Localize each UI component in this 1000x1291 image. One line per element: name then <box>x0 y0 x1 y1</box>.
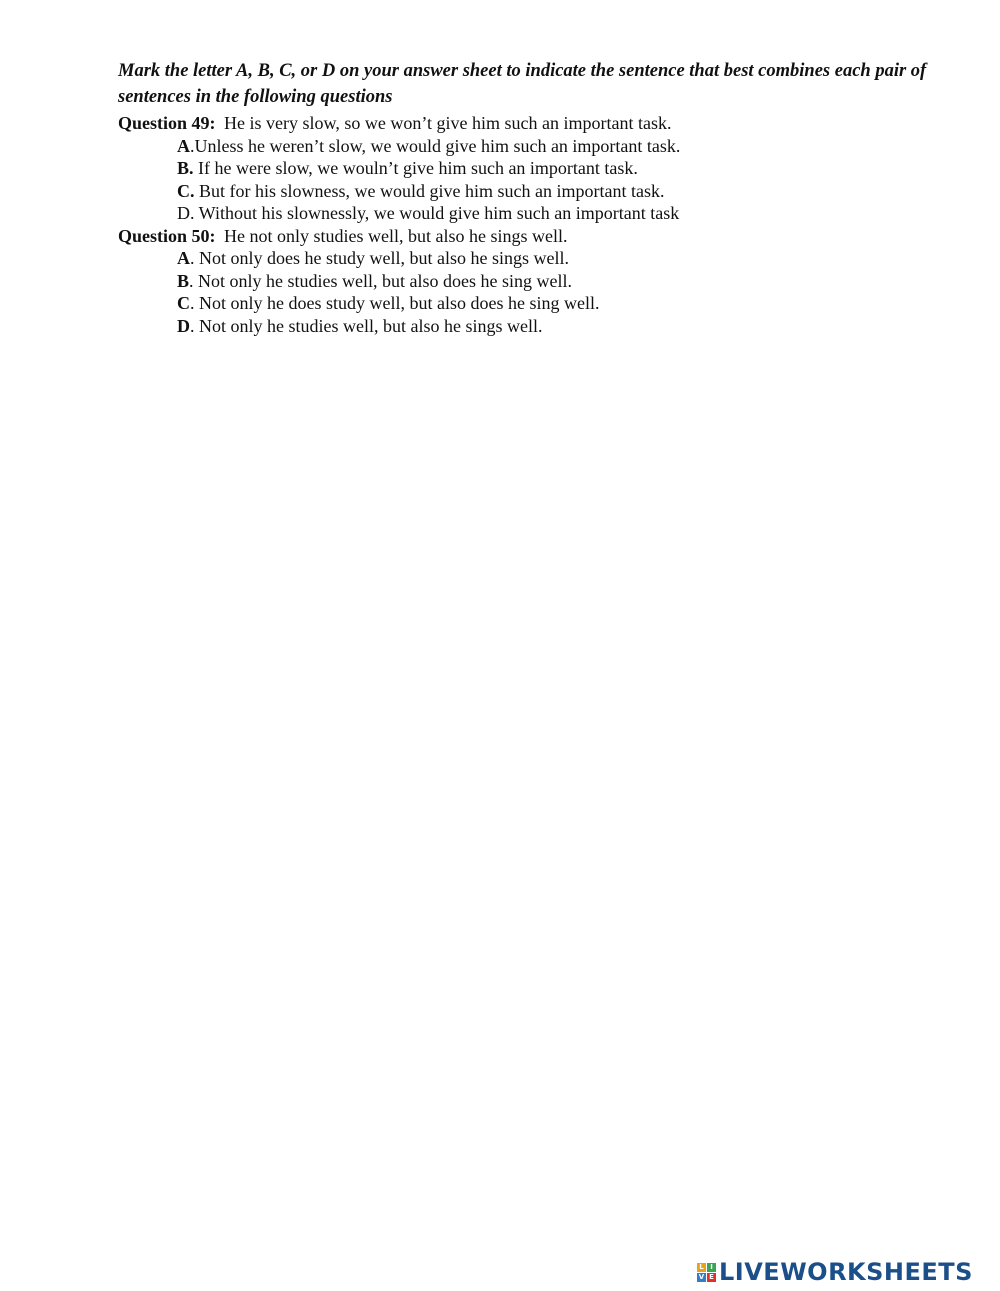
option-b[interactable] <box>177 270 928 293</box>
worksheet-page <box>118 58 928 337</box>
logo-block-l: L <box>697 1263 706 1272</box>
option-b[interactable] <box>177 157 928 180</box>
logo-block-i: I <box>707 1263 716 1272</box>
logo-block-e: E <box>707 1273 716 1282</box>
option-letter: A <box>177 135 190 156</box>
question-number: Question 50: <box>118 225 216 246</box>
question-text: He is very slow, so we won’t give him such an important task. <box>224 113 672 133</box>
option-letter: D <box>177 315 190 336</box>
option-d[interactable] <box>177 315 928 338</box>
option-letter: B <box>177 270 190 291</box>
option-text: . Not only he studies well, but also does he sing well. <box>189 270 572 291</box>
question-50 <box>118 225 928 338</box>
option-d[interactable] <box>177 202 928 225</box>
option-letter: B. <box>177 158 194 178</box>
option-text: . Not only he does study well, but also does he sing well. <box>190 293 600 313</box>
option-c[interactable] <box>177 180 928 203</box>
question-header <box>118 112 928 135</box>
option-a[interactable] <box>177 135 928 158</box>
logo-text: LIVEWORKSHEETS <box>719 1258 973 1286</box>
instruction-text: Mark the letter A, B, C, or D on your answer sheet to indicate the sentence that best combines each pair of sentences in the following questions <box>118 61 927 107</box>
option-text: But for his slowness, we would give him such an important task. <box>194 180 665 201</box>
question-text: He not only studies well, but also he sings well. <box>224 225 568 246</box>
liveworksheets-logo[interactable] <box>697 1258 973 1286</box>
question-header <box>118 225 928 248</box>
option-text: Without his slownessly, we would give him such an important task <box>194 203 680 223</box>
option-letter: A <box>177 248 190 268</box>
question-49 <box>118 112 928 225</box>
option-letter: C. <box>177 180 195 201</box>
option-letter: D. <box>177 203 195 223</box>
option-c[interactable] <box>177 292 928 315</box>
liveworksheets-logo-icon <box>697 1263 716 1282</box>
question-number: Question 49: <box>118 113 216 133</box>
option-text: . Not only does he study well, but also he sings well. <box>190 248 569 268</box>
option-text: .Unless he weren’t slow, we would give him such an important task. <box>190 135 681 156</box>
option-a[interactable] <box>177 247 928 270</box>
logo-block-v: V <box>698 1272 705 1281</box>
option-text: If he were slow, we wouln’t give him such an important task. <box>193 158 638 178</box>
option-letter: C <box>177 293 190 313</box>
option-text: . Not only he studies well, but also he sings well. <box>190 315 543 336</box>
